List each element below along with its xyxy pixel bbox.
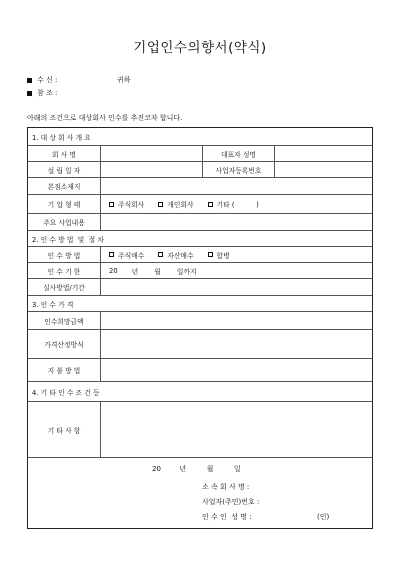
section-4-title: 4. 기 타 인 수 조 건 등 (32, 388, 100, 397)
founded-date-field[interactable] (101, 162, 202, 177)
section-2-title: 2. 인 수 방 법 및 절 차 (32, 235, 104, 244)
checkbox-icon (158, 252, 163, 257)
section-header (28, 231, 372, 247)
company-name-field[interactable] (101, 146, 202, 161)
deadline-field[interactable] (101, 263, 372, 278)
section-3-title: 3. 인 수 가 격 (32, 300, 74, 309)
company-name-label: 회 사 명 (28, 146, 101, 161)
option-label: 주식회사 (118, 201, 145, 209)
main-business-label: 주요 사업내용 (28, 214, 101, 230)
acquisition-method-label: 인 수 방 법 (28, 247, 101, 262)
company-type-option[interactable] (109, 199, 144, 209)
payment-method-label: 지 불 방 법 (28, 359, 101, 381)
hq-address-field[interactable] (101, 178, 372, 194)
date-year-unit: 년 (179, 465, 187, 473)
table-row (28, 359, 372, 382)
date-month-unit: 월 (206, 465, 214, 473)
table-row (28, 402, 372, 458)
checkbox-icon (158, 202, 163, 207)
bullet-square-icon (27, 78, 32, 83)
acquisition-period-label: 인 수 기 한 (28, 263, 101, 278)
desired-price-label: 인수희망금액 (28, 312, 101, 329)
seal-mark[interactable]: (인) (317, 513, 330, 521)
checkbox-icon (109, 202, 114, 207)
recipient-label: 수 신 : (37, 76, 58, 84)
method-option[interactable] (109, 250, 144, 260)
deadline-day-unit: 일까지 (176, 267, 197, 276)
table-row (28, 247, 372, 263)
company-type-option[interactable] (158, 199, 193, 209)
option-label: 합병 (216, 251, 230, 260)
section-header (28, 128, 372, 146)
option-label: 기타 ( ) (216, 201, 259, 209)
acquisition-method-options (101, 247, 372, 262)
ceo-name-field[interactable] (275, 146, 372, 161)
document-title: 기업인수의향서(약식) (133, 40, 267, 56)
deadline-year: 20 (109, 266, 118, 275)
desired-price-field[interactable] (101, 312, 372, 329)
deadline-month-unit: 월 (154, 267, 161, 276)
other-terms-label: 기 타 사 항 (28, 402, 101, 457)
founded-date-label: 설 립 일 자 (28, 162, 101, 177)
payment-method-field[interactable] (101, 359, 372, 381)
intro-text: 아래의 조건으로 대상회사 인수를 추진코자 합니다. (27, 114, 183, 122)
deadline-year-unit: 년 (131, 267, 139, 276)
signature-area (28, 458, 372, 528)
main-business-field[interactable] (101, 214, 372, 230)
other-terms-field[interactable] (101, 402, 372, 457)
table-row (28, 279, 372, 296)
option-label: 주식매수 (118, 251, 145, 260)
valuation-method-field[interactable] (101, 330, 372, 358)
due-diligence-label: 실사방법/기간 (28, 279, 101, 295)
checkbox-icon (109, 252, 114, 257)
recipient-line (27, 75, 131, 85)
section-header (28, 296, 372, 312)
biz-reg-no-label: 사업자등록번호 (202, 162, 275, 177)
table-row (28, 178, 372, 195)
reference-line (27, 88, 87, 98)
method-option[interactable] (208, 250, 230, 260)
hq-address-label: 본점소재지 (28, 178, 101, 194)
table-row (28, 330, 372, 359)
table-row (28, 214, 372, 231)
section-header (28, 382, 372, 402)
form-table (27, 127, 373, 529)
table-row (28, 263, 372, 279)
valuation-method-label: 가격산정방식 (28, 330, 101, 358)
signer-name-label: 인 수 인 성 명 : (202, 513, 252, 521)
section-1-title: 1. 대 상 회 사 개 요 (32, 133, 91, 142)
option-label: 자산매수 (167, 251, 194, 260)
date-day-unit: 일 (233, 465, 241, 473)
date-year: 20 (152, 465, 161, 473)
table-row (28, 146, 372, 162)
id-number-label: 사업자(주민)번호 : (202, 498, 260, 506)
company-type-options (101, 195, 372, 213)
reference-label: 참 조 : (37, 89, 58, 97)
checkbox-icon (208, 252, 213, 257)
table-row (28, 312, 372, 330)
recipient-value: 귀하 (117, 76, 131, 84)
signature-date[interactable] (152, 464, 241, 474)
method-option[interactable] (158, 250, 193, 260)
table-row (28, 162, 372, 178)
biz-reg-no-field[interactable] (275, 162, 372, 177)
company-type-label: 기 업 형 태 (28, 195, 101, 213)
affiliation-label: 소 속 회 사 명 : (202, 483, 250, 491)
ceo-name-label: 대표자 성명 (202, 146, 275, 161)
option-label: 개인회사 (167, 201, 194, 209)
due-diligence-field[interactable] (101, 279, 372, 295)
company-type-option[interactable] (208, 199, 259, 209)
table-row (28, 195, 372, 214)
checkbox-icon (208, 202, 213, 207)
bullet-square-icon (27, 91, 32, 96)
